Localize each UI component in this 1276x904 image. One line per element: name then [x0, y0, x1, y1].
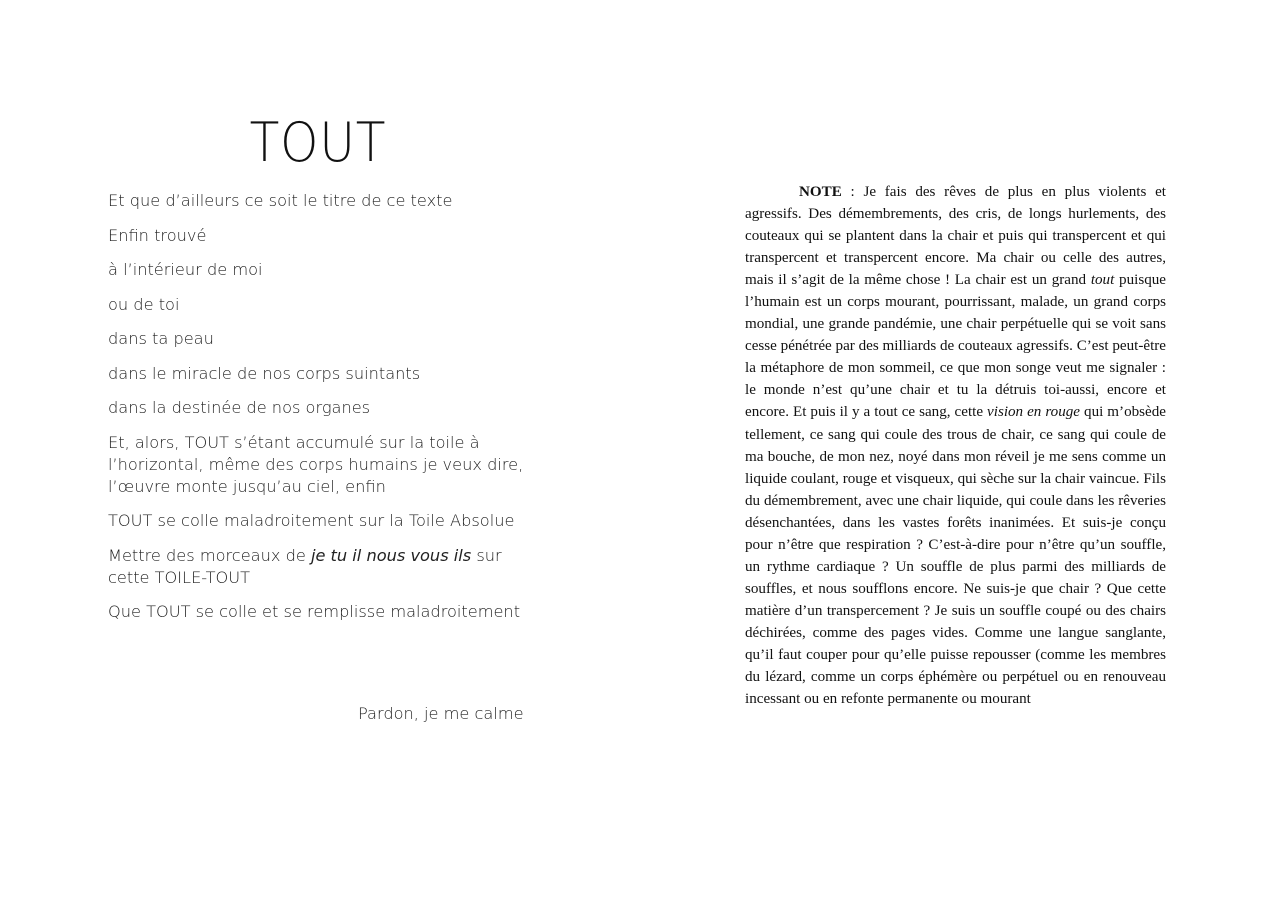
poem-line: dans la destinée de nos organes — [108, 398, 371, 417]
poem-line: ou de toi — [108, 294, 180, 314]
note-italic: tout — [1090, 272, 1115, 289]
poem-title: TOUT — [249, 111, 387, 174]
poem-line: Enfin trouvé — [108, 225, 207, 245]
poem-line-italic: je tu il nous vous ils — [310, 545, 472, 565]
poem-line: Que TOUT se colle et se remplisse maladroitement — [108, 602, 521, 621]
note-text: qui m’obsède tellement, ce sang qui coule des trous de chair, ce sang qui coule de ma bouche, de mon nez, noyé dans mon réveil je me sens comme un liquide coulant, rouge et visqueux, qui sèche sur la chair vaincue. Fils du démembrement, avec une chair liquide, qui coule dans les rêveries désenchantées, dans les vastes forêts inanimées. Et suis-je conçu pour n’être que respiration ? C’est-à-dire pour n’être qu’un souffle, un rythme cardiaque ? Un souffle de plus parmi des milliards de souffles, et nous soufflons encore. Ne suis-je que chair ? Que cette matière d’un transpercement ? Je suis un souffle coupé ou des chairs déchirées, comme des pages vides. Comme une langue sanglante, qu’il faut couper pour qu’elle puisse repousser (comme les membres du lézard, comme un corps éphémère ou perpétuel ou en renouveau incessant ou en refonte permanente ou mourant — [745, 404, 1166, 708]
poem-line: dans le miracle de nos corps suintants — [108, 363, 421, 383]
poem-line: TOUT se colle maladroitement sur la Toile Absolue — [108, 511, 515, 530]
poem-line-pronouns — [108, 545, 538, 589]
poem-line-text: sur cette TOILE-TOUT — [108, 545, 502, 587]
note-italic: vision en rouge — [987, 404, 1081, 421]
poem-line-text: Mettre des morceaux de — [108, 545, 311, 565]
note-paragraph — [745, 181, 1166, 710]
poem-line: Et, alors, TOUT s’étant accumulé sur la toile à l’horizontal, même des corps humains je veux dire, l’œuvre monte jusqu’au ciel, enfin — [108, 432, 524, 496]
poem-line: Et que d’ailleurs ce soit le titre de ce texte — [108, 191, 453, 210]
poem-line: à l’intérieur de moi — [108, 260, 263, 279]
note-label: NOTE — [799, 184, 842, 200]
note-text: puisque l’humain est un corps mourant, pourrissant, malade, un grand corps mondial, une grande pandémie, une chair perpétuelle qui se voit sans cesse pénétrée par des milliards de couteaux agressifs. C’est peut-être la métaphore de mon sommeil, ce que mon songe veut me signaler : le monde n’est qu’une chair et tu la détruis toi-aussi, encore et encore. Et puis il y a tout ce sang, cette — [745, 272, 1166, 421]
poem-signoff: Pardon, je me calme — [358, 704, 524, 723]
note-text: : Je fais des rêves de plus en plus violents et agressifs. Des démembrements, des cris, de longs hurlements, des couteaux qui se plantent dans la chair et puis qui transpercent et qui transpercent et transpercent encore. Ma chair ou celle des autres, mais il s’agit de la même chose ! La chair est un grand — [745, 184, 1166, 289]
poem-line: dans ta peau — [108, 329, 214, 348]
poem-body — [108, 190, 538, 636]
